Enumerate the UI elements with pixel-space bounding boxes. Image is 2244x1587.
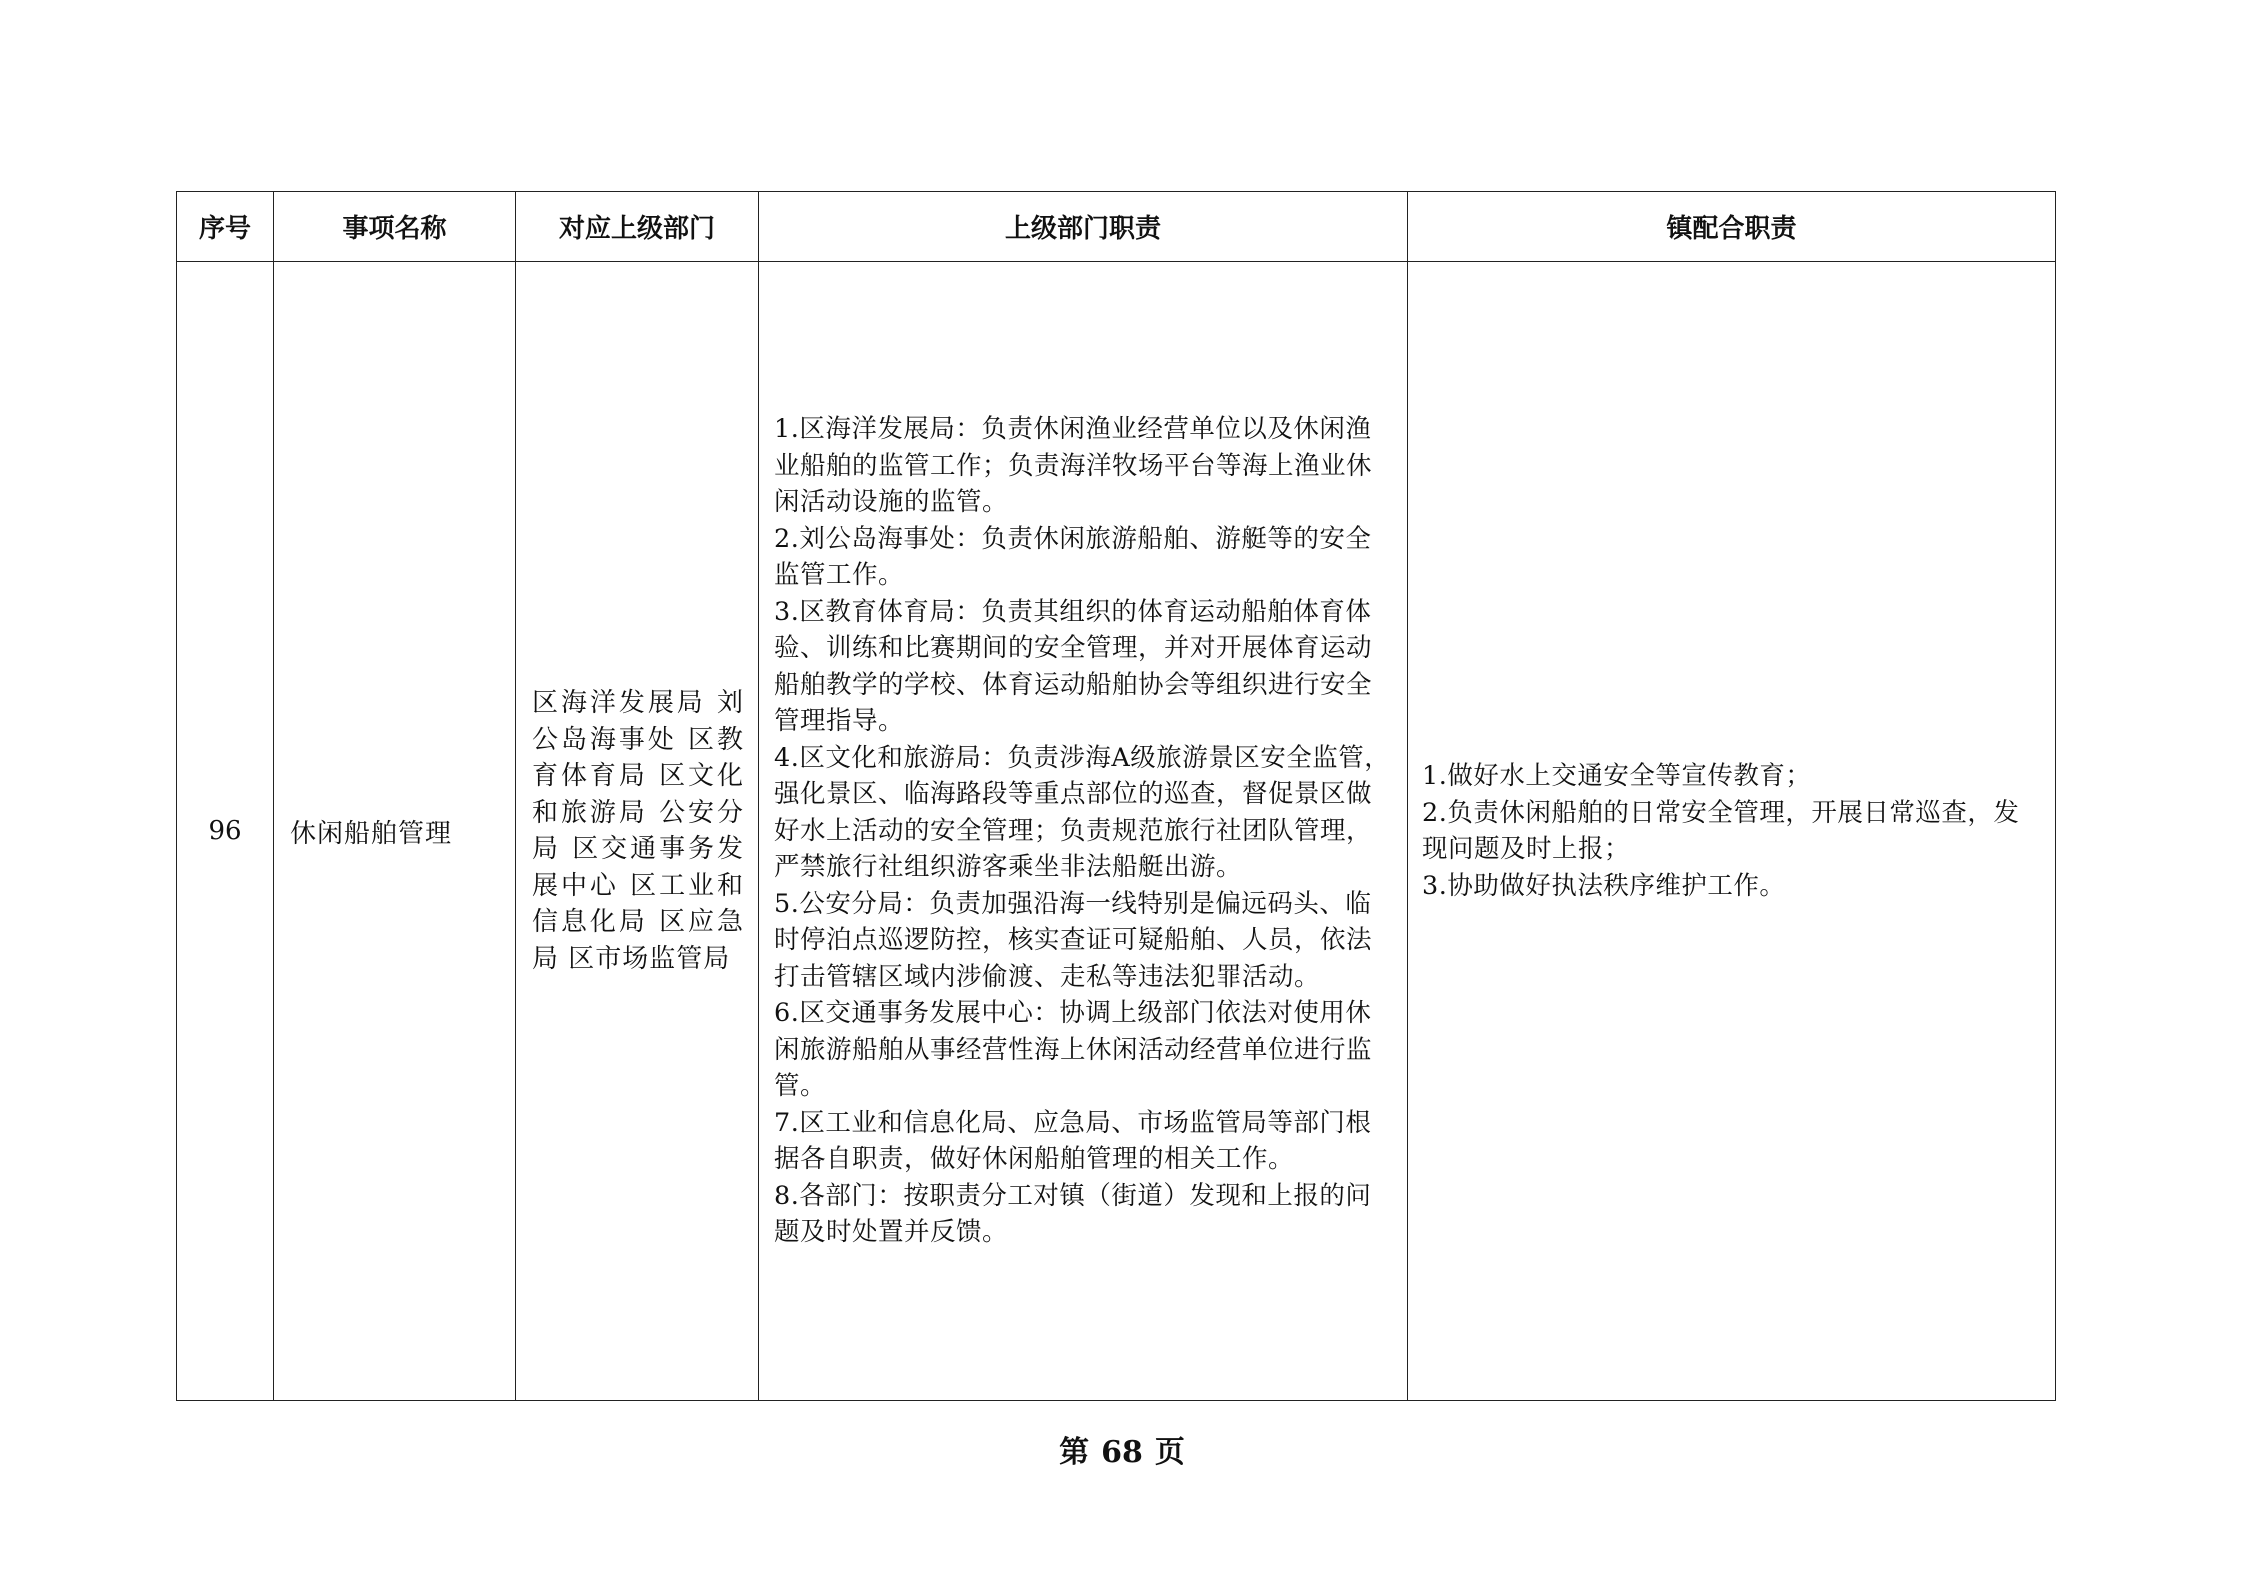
row-superior-duties — [759, 262, 1408, 1401]
header-seq: 序号 — [177, 192, 274, 262]
page-number-suffix: 页 — [1154, 1435, 1185, 1470]
table-row — [177, 262, 2056, 1401]
table-header-row — [177, 192, 2056, 262]
superior-duty-4: 4.区文化和旅游局：负责涉海A级旅游景区安全监管，强化景区、临海路段等重点部位的巡查，督促景区做好水上活动的安全管理；负责规范旅行社团队管理，严禁旅行社组织游客乘坐非法船艇出游。 — [774, 742, 1391, 883]
superior-duty-6: 6.区交通事务发展中心：协调上级部门依法对使用休闲旅游船舶从事经营性海上休闲活动经营单位进行监管。 — [774, 998, 1373, 1102]
superior-duty-1: 1.区海洋发展局：负责休闲渔业经营单位以及休闲渔业船舶的监管工作；负责海洋牧场平台等海上渔业休闲活动设施的监管。 — [774, 414, 1373, 518]
responsibility-table — [176, 191, 2056, 1401]
superior-duty-2: 2.刘公岛海事处：负责休闲旅游船舶、游艇等的安全监管工作。 — [774, 523, 1372, 591]
header-superior-department: 对应上级部门 — [516, 192, 759, 262]
superior-duty-5: 5.公安分局：负责加强沿海一线特别是偏远码头、临时停泊点巡逻防控，核实查证可疑船舶、人员，依法打击管辖区域内涉偷渡、走私等违法犯罪活动。 — [774, 888, 1373, 992]
town-duty-1: 1.做好水上交通安全等宣传教育； — [1422, 761, 1812, 791]
superior-duty-7: 7.区工业和信息化局、应急局、市场监管局等部门根据各自职责，做好休闲船舶管理的相关工作。 — [774, 1107, 1372, 1175]
page-number-footer — [0, 1427, 2244, 1471]
town-duty-2: 2.负责休闲船舶的日常安全管理，开展日常巡查，发现问题及时上报； — [1422, 797, 2020, 864]
row-town-duties — [1408, 262, 2056, 1401]
header-superior-duties: 上级部门职责 — [759, 192, 1408, 262]
page-number: 68 — [1101, 1435, 1143, 1470]
row-item-name: 休闲船舶管理 — [274, 262, 516, 1401]
superior-duty-3: 3.区教育体育局：负责其组织的体育运动船舶体育体验、训练和比赛期间的安全管理，并对开展体育运动船舶教学的学校、体育运动船舶协会等组织进行安全管理指导。 — [774, 596, 1373, 737]
page-number-prefix: 第 — [1059, 1435, 1090, 1470]
town-duty-3: 3.协助做好执法秩序维护工作。 — [1422, 870, 1786, 901]
row-seq: 96 — [177, 262, 274, 1401]
row-departments: 区海洋发展局 刘公岛海事处 区教育体育局 区文化和旅游局 公安分局 区交通事务发展中心 区工业和信息化局 区应急局 区市场监管局 — [516, 262, 759, 1401]
header-town-duties: 镇配合职责 — [1408, 192, 2056, 262]
superior-duty-8: 8.各部门：按职责分工对镇（街道）发现和上报的问题及时处置并反馈。 — [774, 1180, 1372, 1248]
header-item-name: 事项名称 — [274, 192, 516, 262]
